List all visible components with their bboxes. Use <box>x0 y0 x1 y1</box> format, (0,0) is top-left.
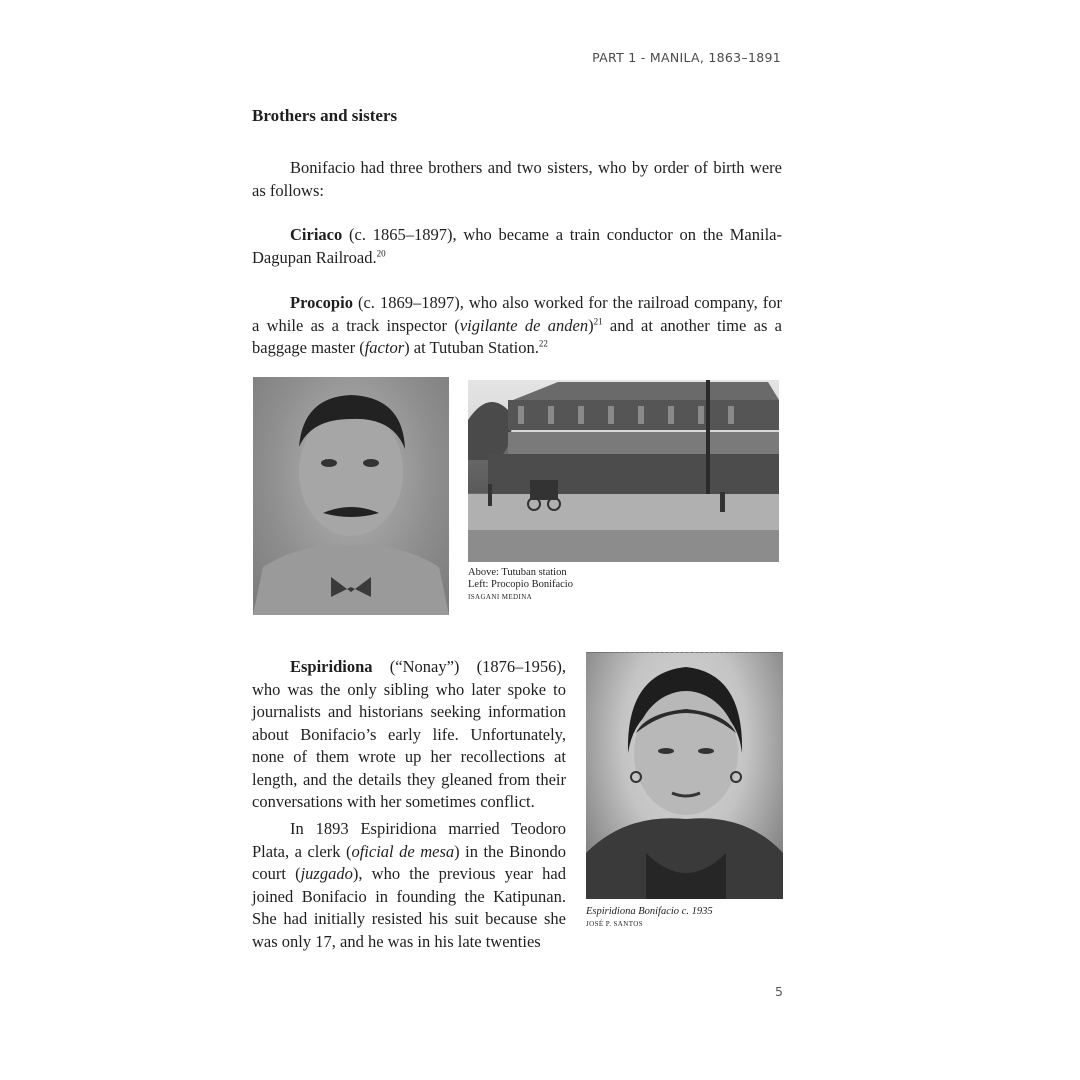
espiridiona-portrait-photo <box>586 652 783 899</box>
caption-line: Above: Tutuban station <box>468 567 567 578</box>
marriage-paragraph <box>252 818 566 953</box>
paragraph-text: ) in the Binondo court ( <box>252 841 566 883</box>
station-caption <box>468 567 573 603</box>
paragraph-text: In 1893 Espiridiona married Teodoro Plata, a clerk ( <box>252 819 566 861</box>
station-drawing <box>468 380 779 562</box>
photo-credit: JOSÉ P. SANTOS <box>586 920 644 928</box>
intro-paragraph: Bonifacio had three brothers and two sisters, who by order of birth were as follows: <box>252 158 782 200</box>
ciriaco-paragraph <box>252 224 782 269</box>
spanish-term: juzgado <box>300 864 353 883</box>
sibling-text: (c. 1865–1897), who became a train conductor on the Manila-Dagupan Railroad. <box>252 225 782 267</box>
spanish-term: oficial de mesa <box>351 841 455 861</box>
sibling-text: ) at Tutuban Station. <box>404 338 539 357</box>
footnote-ref: 22 <box>538 338 548 349</box>
footnote-ref: 21 <box>593 316 603 326</box>
tutuban-station-photo <box>468 380 779 562</box>
page-number: 5 <box>775 984 783 999</box>
procopio-paragraph <box>252 292 782 360</box>
sibling-text: (“Nonay”) (1876–1956), who was the only sibling who later spoke to journalists and historians seeking information about Bonifacio’s early life. Unfortunately, none of them wrote up her recollections at length, and the details they gleaned from their conversations with her sometimes conflict. <box>252 657 566 811</box>
spanish-term: vigilante de anden <box>459 315 589 335</box>
caption-line: Left: Procopio Bonifacio <box>468 579 573 590</box>
sibling-text: ) <box>588 315 594 335</box>
sibling-name: Procopio <box>290 293 353 312</box>
sibling-text: (c. 1869–1897), who also worked for the railroad company, for a while as a track inspector ( <box>252 293 782 335</box>
procopio-portrait-photo <box>253 377 449 615</box>
sibling-name: Ciriaco <box>290 225 343 244</box>
portrait-drawing <box>586 653 783 899</box>
footnote-ref: 20 <box>376 248 386 258</box>
photo-credit: ISAGANI MEDINA <box>468 593 533 601</box>
espiridiona-caption <box>586 906 713 930</box>
sibling-name: Espiridiona <box>290 657 373 676</box>
spanish-term: factor <box>364 338 405 357</box>
sibling-text: and at another time as a baggage master ( <box>252 315 782 357</box>
paragraph-text: ), who the previous year had joined Bonifacio in founding the Katipunan. She had initially resisted his suit because she was only 17, and he was in his late twenties <box>252 864 567 951</box>
espiridiona-paragraph <box>252 656 566 814</box>
section-heading: Brothers and sisters <box>252 106 398 125</box>
portrait-drawing <box>253 377 449 615</box>
running-head: PART 1 - MANILA, 1863–1891 <box>592 50 781 65</box>
caption-line: Espiridiona Bonifacio c. 1935 <box>586 906 713 917</box>
